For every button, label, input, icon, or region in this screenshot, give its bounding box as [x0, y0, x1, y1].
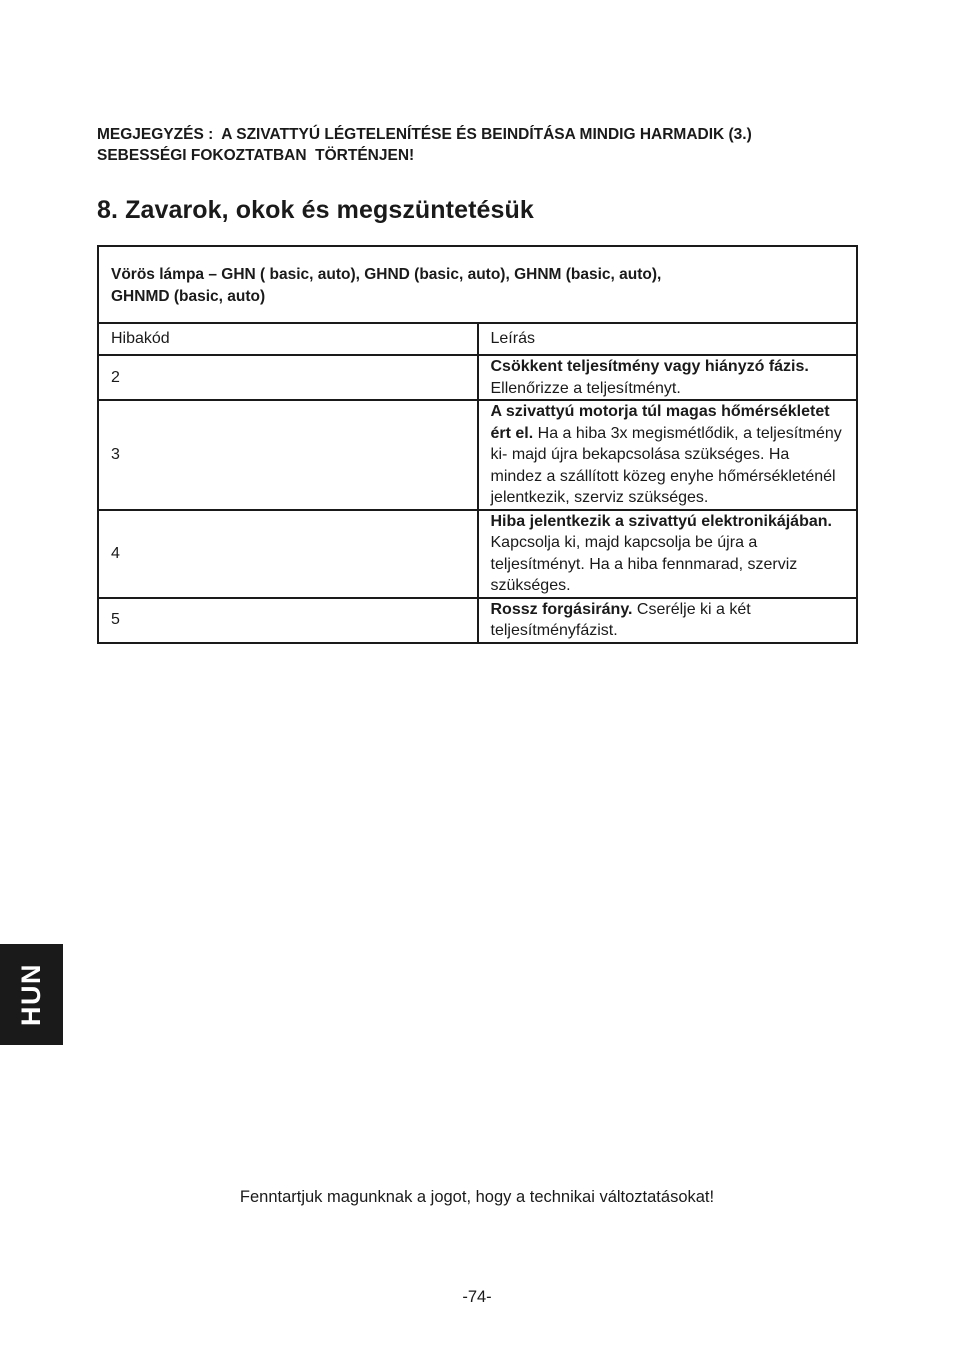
error-code: 5	[98, 598, 478, 643]
note-line-2: SEBESSÉGI FOKOZTATBAN TÖRTÉNJEN!	[97, 147, 415, 164]
column-header-row	[98, 323, 857, 355]
table-row	[98, 355, 857, 400]
error-code: 4	[98, 510, 478, 598]
error-remedy: Cserélje ki a két teljesítményfázist.	[490, 600, 751, 639]
note-line-1: MEGJEGYZÉS : A SZIVATTYÚ LÉGTELENÍTÉSE ÉS BEINDÍTÁSA MINDIG HARMADIK (3.)	[97, 126, 752, 143]
error-description	[478, 400, 858, 510]
table-row	[98, 400, 857, 510]
error-code-table	[97, 245, 858, 644]
error-remedy: Ha a hiba 3x megismétlődik, a teljesítmény ki- majd újra bekapcsolása szükséges. Ha mindez a szállított közeg enyhe hőmérsékleténél jelentkezik, szerviz szükséges.	[490, 424, 842, 506]
error-cause: Rossz forgásirány.	[490, 600, 633, 618]
table-title-line-1: Vörös lámpa – GHN ( basic, auto), GHND (basic, auto), GHNM (basic, auto),	[111, 266, 662, 283]
error-code: 2	[98, 355, 478, 400]
table-title-line-2: GHNMD (basic, auto)	[111, 287, 266, 305]
table-row	[98, 510, 857, 598]
table-title-cell	[98, 246, 857, 323]
error-description	[478, 598, 858, 643]
page-number: -74-	[462, 1288, 492, 1306]
error-description	[478, 355, 858, 400]
column-header-code: Hibakód	[98, 323, 478, 355]
section-title: 8. Zavarok, okok és megszüntetésük	[97, 196, 534, 224]
error-description	[478, 510, 858, 598]
language-tab	[0, 944, 63, 1045]
note-warning	[97, 124, 867, 166]
error-remedy: Ellenőrizze a teljesítményt.	[490, 379, 681, 397]
language-tab-label: HUN	[16, 963, 46, 1026]
table-title-row	[98, 246, 857, 323]
error-cause: Csökkent teljesítmény vagy hiányzó fázis.	[490, 358, 809, 375]
error-cause: A szivattyú motorja túl magas hőmérsékletet ért el.	[490, 403, 830, 442]
table-row	[98, 598, 857, 643]
column-header-description: Leírás	[478, 323, 858, 355]
error-code: 3	[98, 400, 478, 510]
error-remedy: Kapcsolja ki, majd kapcsolja be újra a teljesítményt. Ha a hiba fennmarad, szerviz szükséges.	[490, 534, 798, 594]
error-cause: Hiba jelentkezik a szivattyú elektronikájában.	[490, 512, 832, 530]
footer-note: Fenntartjuk magunknak a jogot, hogy a technikai változtatásokat!	[239, 1188, 715, 1206]
